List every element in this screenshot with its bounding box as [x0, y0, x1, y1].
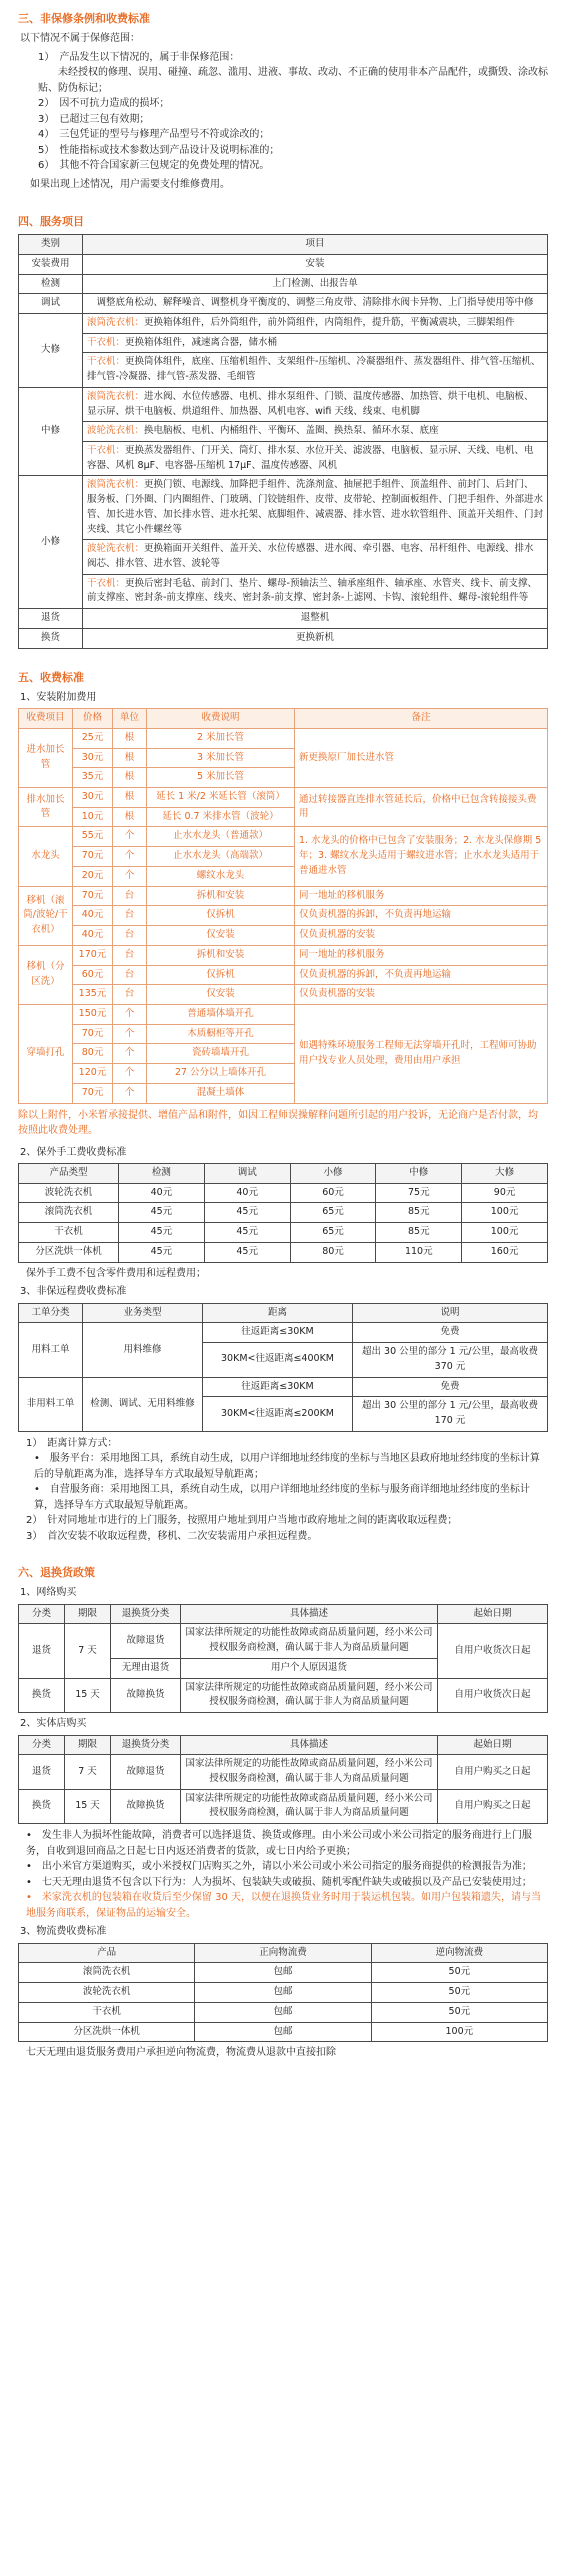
table-row	[19, 574, 548, 608]
shipping-fee-cell: 50元	[371, 1963, 547, 1983]
description-cell: 国家法律所规定的功能性故障或商品质量问题，经小米公司授权服务商检测，确认属于非人为商品质量问题	[181, 1624, 438, 1658]
price-cell: 135元	[73, 985, 113, 1005]
remark-cell: 如遇特殊环境服务工程师无法穿墙开孔时，工程师可协助用户找专业人员处理，费用由用户承担	[295, 1004, 548, 1103]
price-cell: 85元	[376, 1223, 462, 1243]
class-cell: 换货	[19, 1789, 65, 1823]
unit-cell: 根	[113, 748, 147, 768]
item-cell	[83, 476, 548, 540]
table-row	[19, 628, 548, 648]
list-item: 6） 其他不符合国家新三包规定的免费处理的情况。	[38, 160, 270, 172]
unit-cell: 个	[113, 827, 147, 847]
desc-cell: 延长 0.7 米排水管（波轮）	[147, 807, 295, 827]
product-cell: 滚筒洗衣机	[19, 1203, 119, 1223]
return-type-cell: 故障退货	[111, 1624, 181, 1658]
list-item: 5） 性能指标或技术参数达到产品设计及说明标准的；	[38, 144, 280, 156]
price-cell: 75元	[376, 1183, 462, 1203]
item-cell	[83, 442, 548, 476]
price-cell: 150元	[73, 1004, 113, 1024]
product-cell: 滚筒洗衣机	[19, 1963, 195, 1983]
category-cell: 调试	[19, 294, 83, 314]
table-row	[19, 274, 548, 294]
distance-cell: 30KM<往返距离≤200KM	[203, 1397, 353, 1431]
desc-cell: 止水水龙头（高端款）	[147, 847, 295, 867]
table-row	[19, 1983, 548, 2003]
shipping-fee-cell: 包邮	[195, 2002, 371, 2022]
table-row	[19, 313, 548, 333]
unit-cell: 个	[113, 1024, 147, 1044]
price-cell: 45元	[204, 1223, 290, 1243]
desc-cell: 止水水龙头（普通款）	[147, 827, 295, 847]
item-cell: 安装	[83, 254, 548, 274]
price-cell: 65元	[290, 1223, 376, 1243]
list-item: 3） 已超过三包有效期；	[38, 113, 150, 125]
list-item: 2） 因不可抗力造成的损坏；	[38, 98, 170, 110]
remark-cell: 仅负责机器的拆卸，不负责再地运输	[295, 906, 548, 926]
install-fee-table	[18, 708, 548, 1103]
table-header: 大修	[462, 1164, 548, 1184]
item-text: 更换后密封毛毡、前封门、垫片、螺母-预轴法兰、轴承座组件、轴承座、水管夹、线卡、前支撑、前支撑座、密封条-前支撑座、线夹、密封条-前支撑、密封条-上滤网、卡钩、滚轮组件、螺母-滚轮组件等	[87, 577, 537, 604]
table-row	[19, 827, 548, 847]
business-type-cell: 用料维修	[83, 1323, 203, 1377]
table-header: 期限	[65, 1604, 111, 1624]
description-cell: 国家法律所规定的功能性故障或商品质量问题，经小米公司授权服务商检测，确认属于非人为商品质量问题	[181, 1678, 438, 1712]
price-cell: 70元	[73, 886, 113, 906]
order-type-cell: 非用料工单	[19, 1377, 83, 1431]
category-cell: 安装费用	[19, 254, 83, 274]
table-row	[19, 788, 548, 808]
table-row	[19, 1377, 548, 1397]
product-cell: 分区洗烘一体机	[19, 2022, 195, 2042]
price-cell: 65元	[290, 1203, 376, 1223]
price-cell: 40元	[73, 926, 113, 946]
fee-desc-cell: 超出 30 公里的部分 1 元/公里，最高收费 170 元	[353, 1397, 548, 1431]
product-cell: 波轮洗衣机	[19, 1183, 119, 1203]
item-text: 更换门锁、电源线、加降把手组件、洗涤剂盒、抽屉把手组件、顶盖组件、前封门、后封门、服务板、门外圈、门内圈组件、门玻璃、门铰链组件、皮带、皮带轮、控制面板组件、门把手组件、外部进水管、加长进水管、加长排水管、进水托架、底脚组件、减震器、排水管、进水软管组件、顶盖开关组件、门封夹线、其它小件螺丝等	[87, 479, 544, 535]
item-cell	[83, 540, 548, 574]
price-cell: 100元	[462, 1203, 548, 1223]
remark-cell: 仅负责机器的安装	[295, 926, 548, 946]
table-header: 逆向物流费	[371, 1943, 547, 1963]
product-type-label: 干衣机：	[87, 577, 126, 589]
price-cell: 70元	[73, 847, 113, 867]
table-row	[19, 906, 548, 926]
start-date-cell: 自用户收货次日起	[438, 1624, 548, 1678]
price-cell: 80元	[73, 1044, 113, 1064]
product-type-label: 干衣机：	[87, 336, 126, 348]
price-cell: 170元	[73, 945, 113, 965]
section-3-outro: 如果出现上述情况，用户需要支付维修费用。	[30, 178, 230, 190]
price-cell: 70元	[73, 1024, 113, 1044]
subheading: 3、非保远程费收费标准	[20, 1286, 127, 1298]
item-text: 更换蒸发器组件、门开关、筒灯、排水泵、水位开关、滤波器、电脑板、显示屏、天线、电机、电容器、风机 8μF、电容器-压缩机 17μF、温度传感器、风机	[87, 445, 534, 471]
table-row	[19, 886, 548, 906]
desc-cell: 拆机和安装	[147, 886, 295, 906]
class-cell: 退货	[19, 1624, 65, 1678]
note-item: • 七天无理由退货不包含以下行为：人为损坏、包装缺失或破损、随机零配件缺失或破损以及产品已安装使用过；	[26, 1876, 532, 1888]
price-cell: 55元	[73, 827, 113, 847]
table-header: 产品类型	[19, 1164, 119, 1184]
table-header: 具体描述	[181, 1735, 438, 1755]
product-cell: 干衣机	[19, 2002, 195, 2022]
table-row	[19, 945, 548, 965]
price-cell: 60元	[290, 1183, 376, 1203]
unit-cell: 台	[113, 906, 147, 926]
item-cell	[83, 387, 548, 421]
section-5-title: 五、收费标准	[18, 670, 84, 684]
distance-cell: 30KM<往返距离≤400KM	[203, 1343, 353, 1377]
unit-cell: 台	[113, 965, 147, 985]
remark-cell: 同一地址的移机服务	[295, 886, 548, 906]
product-type-label: 滚筒洗衣机：	[87, 479, 145, 491]
subheading: 2、保外手工费收费标准	[20, 1146, 127, 1158]
item-cell: 上门检测、出报告单	[83, 274, 548, 294]
item-cell: 退整机	[83, 609, 548, 629]
price-cell: 10元	[73, 807, 113, 827]
product-type-label: 波轮洗衣机：	[87, 543, 145, 555]
price-cell: 20元	[73, 866, 113, 886]
table-header: 具体描述	[181, 1604, 438, 1624]
fee-item-cell: 移机（滚筒/波轮/干衣机）	[19, 886, 73, 945]
fee-item-cell: 进水加长管	[19, 728, 73, 787]
desc-cell: 27 公分以上墙体开孔	[147, 1064, 295, 1084]
shipping-note: 七天无理由退货服务费用户承担逆向物流费，物流费从退款中直接扣除	[26, 2047, 336, 2059]
fee-item-cell: 排水加长管	[19, 788, 73, 827]
remark-cell: 新更换原厂加长进水管	[295, 728, 548, 787]
table-header: 起始日期	[438, 1735, 548, 1755]
price-cell: 70元	[73, 1083, 113, 1103]
table-header: 说明	[353, 1303, 548, 1323]
online-return-table	[18, 1604, 548, 1713]
table-row	[19, 476, 548, 540]
price-cell: 40元	[119, 1183, 205, 1203]
return-type-cell: 故障换货	[111, 1678, 181, 1712]
item-cell	[83, 422, 548, 442]
table-header: 退换货分类	[111, 1604, 181, 1624]
price-cell: 45元	[204, 1242, 290, 1262]
item-text: 更换筒体组件，底座、压缩机组件、支架组件-压缩机、冷凝器组件、蒸发器组件、排气管-压缩机、排气管-冷凝器、排气管-蒸发器、毛细管	[87, 356, 541, 383]
fee-item-cell: 穿墙打孔	[19, 1004, 73, 1103]
shipping-fee-cell: 包邮	[195, 1963, 371, 1983]
table-header: 分类	[19, 1604, 65, 1624]
desc-cell: 混凝土墙体	[147, 1083, 295, 1103]
desc-cell: 仅安装	[147, 985, 295, 1005]
category-cell: 退货	[19, 609, 83, 629]
shipping-fee-cell: 100元	[371, 2022, 547, 2042]
labor-fee-table	[18, 1163, 548, 1263]
class-cell: 换货	[19, 1678, 65, 1712]
table-header: 小修	[290, 1164, 376, 1184]
service-items-table	[18, 234, 548, 649]
category-cell: 小修	[19, 476, 83, 609]
labor-note: 保外手工费不包含零件费用和远程费用；	[26, 1267, 206, 1279]
fee-desc-cell: 免费	[353, 1323, 548, 1343]
price-cell: 45元	[119, 1203, 205, 1223]
item-cell	[83, 353, 548, 387]
section-4-title: 四、服务项目	[18, 215, 84, 229]
remote-fee-table	[18, 1303, 548, 1432]
table-header: 距离	[203, 1303, 353, 1323]
table-header: 收费项目	[19, 709, 73, 729]
section-3-intro: 以下情况不属于保修范围：	[20, 33, 140, 45]
subheading: 2、实体店购买	[20, 1718, 87, 1730]
item-text: 进水阀、水位传感器、电机、排水泵组件、门锁、温度传感器、加热管、烘干电机、电脑板、显示屏、烘干电脑板、烘道组件、加热器、风机电容、wifi 天线、线束、电机脚	[87, 390, 534, 417]
table-row	[19, 442, 548, 476]
desc-cell: 仅拆机	[147, 906, 295, 926]
table-header: 调试	[204, 1164, 290, 1184]
fee-desc-cell: 免费	[353, 1377, 548, 1397]
table-row	[19, 422, 548, 442]
shipping-fee-cell: 包邮	[195, 1983, 371, 2003]
note-item: • 自营服务商：采用地图工具，系统自动生成，以用户详细地址经纬度的坐标与服务商详细地址经纬度的坐标计算，选择导车方式取最短导航距离。	[34, 1484, 530, 1511]
table-row	[19, 1963, 548, 1983]
term-cell: 15 天	[65, 1789, 111, 1823]
desc-cell: 5 米加长管	[147, 768, 295, 788]
unit-cell: 根	[113, 788, 147, 808]
remark-cell: 仅负责机器的拆卸，不负责再地运输	[295, 965, 548, 985]
product-type-label: 滚筒洗衣机：	[87, 390, 145, 402]
desc-cell: 3 米加长管	[147, 748, 295, 768]
store-return-table	[18, 1735, 548, 1825]
category-cell: 检测	[19, 274, 83, 294]
price-cell: 30元	[73, 788, 113, 808]
return-type-cell: 无理由退货	[111, 1658, 181, 1678]
unit-cell: 台	[113, 945, 147, 965]
subheading: 1、安装附加费用	[20, 691, 97, 703]
unit-cell: 台	[113, 985, 147, 1005]
business-type-cell: 检测、调试、无用料维修	[83, 1377, 203, 1431]
return-notes	[18, 1828, 548, 1890]
term-cell: 7 天	[65, 1624, 111, 1678]
desc-cell: 拆机和安装	[147, 945, 295, 965]
item-cell	[83, 313, 548, 333]
table-row	[19, 985, 548, 1005]
distance-cell: 往返距离≤30KM	[203, 1323, 353, 1343]
table-row	[19, 387, 548, 421]
desc-cell: 延长 1 米/2 米延长管（滚筒）	[147, 788, 295, 808]
price-cell: 30元	[73, 748, 113, 768]
product-cell: 分区洗烘一体机	[19, 1242, 119, 1262]
product-cell: 波轮洗衣机	[19, 1983, 195, 2003]
item-cell: 调整底角松动、解释噪音、调整机身平衡度的、调整三角皮带、清除排水阀卡异物、上门指导使用等中修	[83, 294, 548, 314]
table-header: 中修	[376, 1164, 462, 1184]
table-row	[19, 540, 548, 574]
table-row	[19, 1624, 548, 1658]
table-header: 单位	[113, 709, 147, 729]
table-row	[19, 254, 548, 274]
return-type-cell: 故障换货	[111, 1789, 181, 1823]
unit-cell: 个	[113, 847, 147, 867]
start-date-cell: 自用户收货次日起	[438, 1678, 548, 1712]
unit-cell: 个	[113, 1064, 147, 1084]
list-item: 未经授权的修理、误用、碰撞、疏忽、滥用、进液、事故、改动、不正确的使用非本产品配件，或撕毁、涂改标贴、防伪标记；	[38, 67, 548, 94]
unit-cell: 台	[113, 886, 147, 906]
product-type-label: 干衣机：	[87, 356, 126, 368]
table-row	[19, 2022, 548, 2042]
price-cell: 40元	[204, 1183, 290, 1203]
category-cell: 中修	[19, 387, 83, 476]
price-cell: 35元	[73, 768, 113, 788]
list-item: 4） 三包凭证的型号与修理产品型号不符或涂改的；	[38, 129, 270, 141]
desc-cell: 普通墙体墙开孔	[147, 1004, 295, 1024]
section-6-title: 六、退换货政策	[18, 1566, 95, 1580]
note-item: 3） 首次安装不收取远程费，移机、二次安装需用户承担远程费。	[26, 1530, 318, 1542]
return-type-cell: 故障退货	[111, 1755, 181, 1789]
remark-cell: 1. 水龙头的价格中已包含了安装服务；2. 水龙头保修期 5 年；3. 螺纹水龙头适用于螺纹进水管；止水水龙头适用于普通进水管	[295, 827, 548, 886]
item-cell	[83, 333, 548, 353]
description-cell: 用户个人原因退货	[181, 1658, 438, 1678]
remark-cell: 同一地址的移机服务	[295, 945, 548, 965]
item-text: 换电脑板、电机、内桶组件、平衡环、盖圈、换热泵、循环水泵、底座	[144, 425, 439, 437]
table-row	[19, 1678, 548, 1712]
note-item: 2） 针对同地址市进行的上门服务，按照用户地址到用户当地市政府地址之间的距离收取远程费；	[26, 1515, 458, 1527]
section-3-title: 三、非保修条例和收费标准	[18, 12, 150, 25]
remark-cell: 仅负责机器的安装	[295, 985, 548, 1005]
unit-cell: 根	[113, 807, 147, 827]
fee-item-cell: 水龙头	[19, 827, 73, 886]
price-cell: 60元	[73, 965, 113, 985]
price-cell: 45元	[119, 1223, 205, 1243]
product-type-label: 滚筒洗衣机：	[87, 316, 145, 328]
table-row	[19, 1242, 548, 1262]
remark-cell: 通过转接器直连排水管延长后，价格中已包含转接接头费用	[295, 788, 548, 827]
table-row	[19, 728, 548, 748]
category-cell: 换货	[19, 628, 83, 648]
table-row	[19, 1789, 548, 1823]
price-cell: 25元	[73, 728, 113, 748]
note-item: 1） 距离计算方式：	[26, 1437, 118, 1449]
product-type-label: 波轮洗衣机：	[87, 425, 145, 437]
order-type-cell: 用料工单	[19, 1323, 83, 1377]
price-cell: 120元	[73, 1064, 113, 1084]
table-row	[19, 353, 548, 387]
price-cell: 100元	[462, 1223, 548, 1243]
list-item: 1） 产品发生以下情况的，属于非保修范围：	[38, 51, 240, 63]
table-header: 业务类型	[83, 1303, 203, 1323]
price-cell: 160元	[462, 1242, 548, 1262]
desc-cell: 瓷砖墙墙开孔	[147, 1044, 295, 1064]
shipping-fee-cell: 50元	[371, 1983, 547, 2003]
description-cell: 国家法律所规定的功能性故障或商品质量问题，经小米公司授权服务商检测，确认属于非人为商品质量问题	[181, 1789, 438, 1823]
term-cell: 15 天	[65, 1678, 111, 1712]
item-text: 更换箱体组件，减速离合器，储水桶	[125, 336, 278, 348]
table-row	[19, 926, 548, 946]
unit-cell: 台	[113, 926, 147, 946]
price-cell: 45元	[204, 1203, 290, 1223]
item-cell	[83, 574, 548, 608]
table-header: 类别	[19, 235, 83, 255]
table-header: 检测	[119, 1164, 205, 1184]
item-text: 更换箱面开关组件、盖开关、水位传感器、进水阀、牵引器、电容、吊杆组件、电源线、排水阀芯、排水管、进水管、波轮等	[87, 543, 534, 570]
desc-cell: 木质橱柜等开孔	[147, 1024, 295, 1044]
price-cell: 85元	[376, 1203, 462, 1223]
price-cell: 80元	[290, 1242, 376, 1262]
unit-cell: 个	[113, 866, 147, 886]
item-text: 更换箱体组件，后外筒组件，前外筒组件，内筒组件，提升筋，平衡减震块，三脚架组件	[144, 316, 515, 328]
table-header: 工单分类	[19, 1303, 83, 1323]
unit-cell: 根	[113, 728, 147, 748]
price-cell: 90元	[462, 1183, 548, 1203]
price-cell: 40元	[73, 906, 113, 926]
fee-item-cell: 移机（分区洗）	[19, 945, 73, 1004]
start-date-cell: 自用户购买之日起	[438, 1789, 548, 1823]
table-row	[19, 2002, 548, 2022]
table-row	[19, 1183, 548, 1203]
fee-note: 除以上附件，小米暂承接提供、增值产品和附件，如因工程师误操解释问题所引起的用户投诉，无论商户是否付款，均按照此收费处理。	[18, 1109, 538, 1136]
desc-cell: 仅安装	[147, 926, 295, 946]
note-item: • 发生非人为损坏性能故障，消费者可以选择退货、换货或修理。由小米公司或小米公司指定的服务商进行上门服务，自收到退回商品之日起七日内返还消费者的货款，或七日内给予更换；	[26, 1830, 532, 1857]
table-row	[19, 1323, 548, 1343]
item-cell: 更换新机	[83, 628, 548, 648]
table-row	[19, 1004, 548, 1024]
subheading: 3、物流费收费标准	[20, 1926, 107, 1938]
table-header: 分类	[19, 1735, 65, 1755]
category-cell: 大修	[19, 313, 83, 387]
product-cell: 干衣机	[19, 1223, 119, 1243]
table-row	[19, 1755, 548, 1789]
term-cell: 7 天	[65, 1755, 111, 1789]
desc-cell: 2 米加长管	[147, 728, 295, 748]
desc-cell: 仅拆机	[147, 965, 295, 985]
unit-cell: 个	[113, 1044, 147, 1064]
table-header: 项目	[83, 235, 548, 255]
table-header: 产品	[19, 1943, 195, 1963]
table-row	[19, 965, 548, 985]
subheading: 1、网络购买	[20, 1587, 77, 1599]
unit-cell: 根	[113, 768, 147, 788]
shipping-fee-table	[18, 1943, 548, 2043]
exclusion-list	[18, 50, 548, 174]
table-row	[19, 333, 548, 353]
table-header: 价格	[73, 709, 113, 729]
table-row	[19, 1223, 548, 1243]
distance-cell: 往返距离≤30KM	[203, 1377, 353, 1397]
table-header: 备注	[295, 709, 548, 729]
unit-cell: 个	[113, 1004, 147, 1024]
table-header: 退换货分类	[111, 1735, 181, 1755]
class-cell: 退货	[19, 1755, 65, 1789]
note-item: • 出小米官方渠道购买，或小米授权门店购买之外，请以小米公司或小米公司指定的服务商提供的检测报告为准；	[26, 1861, 532, 1873]
desc-cell: 螺纹水龙头	[147, 866, 295, 886]
table-row	[19, 1203, 548, 1223]
note-item: • 服务平台：采用地图工具，系统自动生成，以用户详细地址经纬度的坐标与当地区县政府地址经纬度的坐标计算后的导航距离为准，选择导车方式取最短导航距离；	[34, 1453, 540, 1480]
shipping-fee-cell: 包邮	[195, 2022, 371, 2042]
table-header: 正向物流费	[195, 1943, 371, 1963]
table-header: 收费说明	[147, 709, 295, 729]
unit-cell: 个	[113, 1083, 147, 1103]
fee-desc-cell: 超出 30 公里的部分 1 元/公里，最高收费 370 元	[353, 1343, 548, 1377]
table-row	[19, 609, 548, 629]
price-cell: 110元	[376, 1242, 462, 1262]
table-row	[19, 294, 548, 314]
description-cell: 国家法律所规定的功能性故障或商品质量问题，经小米公司授权服务商检测，确认属于非人为商品质量问题	[181, 1755, 438, 1789]
start-date-cell: 自用户购买之日起	[438, 1755, 548, 1789]
product-type-label: 干衣机：	[87, 445, 126, 456]
shipping-fee-cell: 50元	[371, 2002, 547, 2022]
packaging-note: • 米家洗衣机的包装箱在收货后至少保留 30 天，以便在退换货业务时用于装运机包装。如用户包装箱遗失，请与当地服务商联系，保证物品的运输安全。	[26, 1892, 541, 1919]
table-header: 起始日期	[438, 1604, 548, 1624]
table-header: 期限	[65, 1735, 111, 1755]
price-cell: 45元	[119, 1242, 205, 1262]
remote-notes	[18, 1436, 548, 1545]
